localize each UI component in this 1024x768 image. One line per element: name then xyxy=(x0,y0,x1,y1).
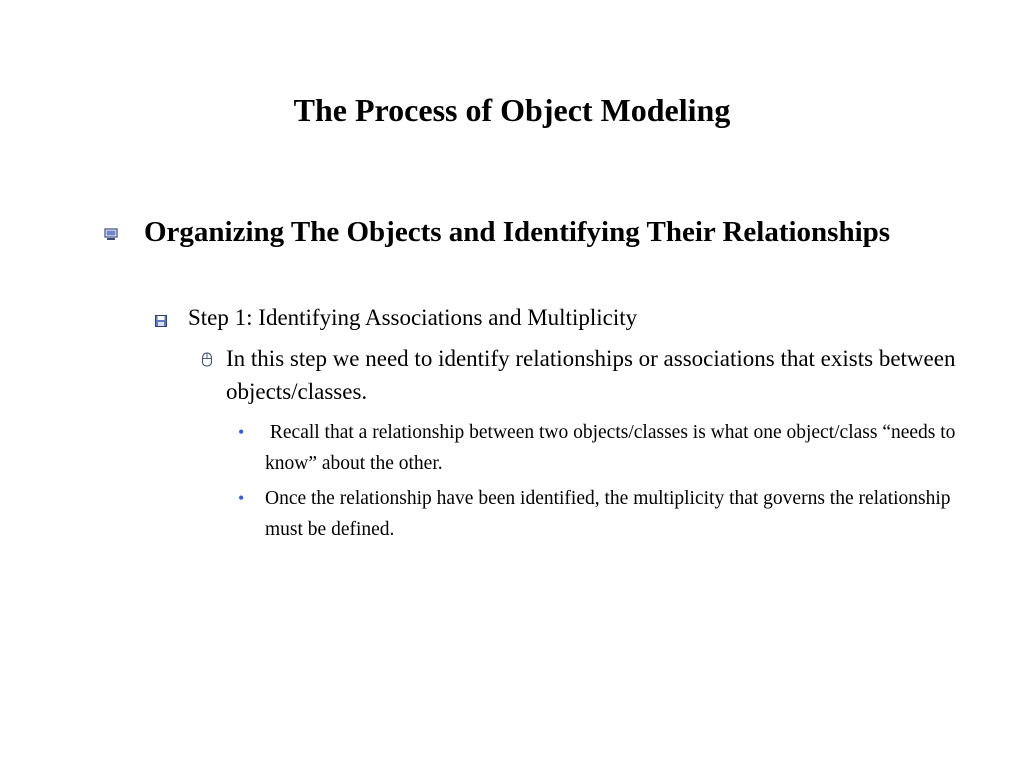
level2-text: Step 1: Identifying Associations and Multiplicity xyxy=(188,305,638,330)
bullet-level1 xyxy=(104,212,924,252)
bullet-level4-item xyxy=(238,417,978,479)
bullet-dot-icon: • xyxy=(238,422,245,442)
monitor-icon xyxy=(104,212,144,246)
bullet-level4-item xyxy=(238,483,978,545)
floppy-disk-icon xyxy=(155,302,188,332)
mouse-icon xyxy=(201,342,226,372)
level1-text: Organizing The Objects and Identifying Their Relationships xyxy=(144,216,891,248)
level4-text: Recall that a relationship between two objects/classes is what one object/class “needs to know” about the other. xyxy=(265,422,961,474)
level4-text: Once the relationship have been identified, the multiplicity that governs the relationship must be defined. xyxy=(265,488,951,540)
bullet-dot-icon: • xyxy=(238,488,245,508)
bullet-level3 xyxy=(201,342,981,408)
bullet-level2 xyxy=(155,302,955,334)
slide-title: The Process of Object Modeling xyxy=(293,92,731,128)
level3-text: In this step we need to identify relationships or associations that exists between objects/classes. xyxy=(226,346,956,404)
